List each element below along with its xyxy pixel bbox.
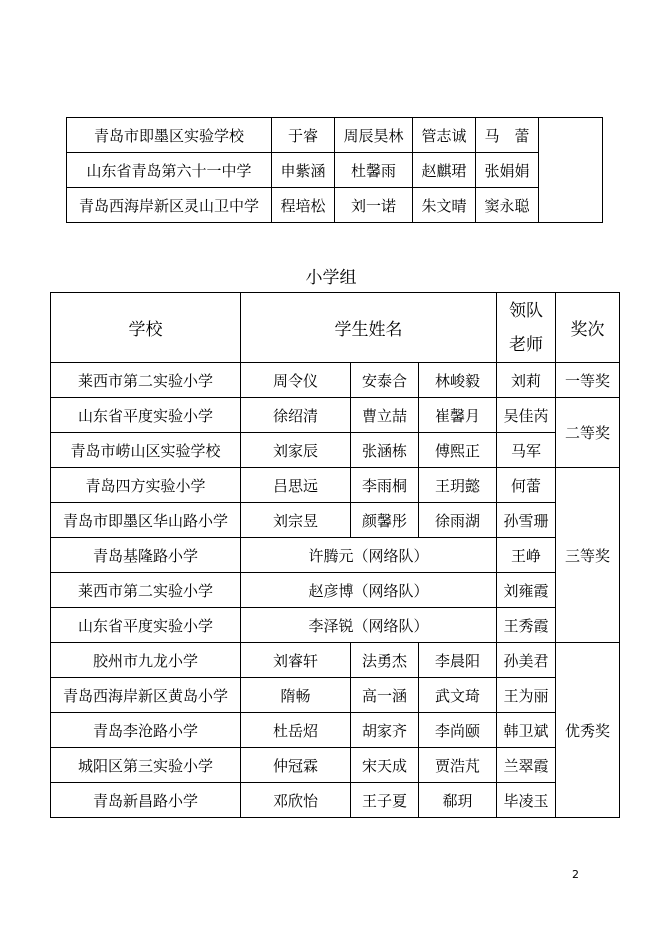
student-cell: 赵麒珺 — [413, 153, 476, 188]
header-school: 学校 — [51, 293, 241, 363]
student-cell: 张涵栋 — [351, 433, 419, 468]
teacher-cell: 王峥 — [497, 538, 556, 573]
student-cell: 崔馨月 — [419, 398, 497, 433]
student-cell: 武文琦 — [419, 678, 497, 713]
student-cell: 刘家辰 — [241, 433, 351, 468]
student-cell: 杜馨雨 — [335, 153, 413, 188]
student-cell: 法勇杰 — [351, 643, 419, 678]
school-cell: 青岛西海岸新区黄岛小学 — [51, 678, 241, 713]
student-cell: 曹立喆 — [351, 398, 419, 433]
header-leader — [497, 293, 556, 363]
table-row — [51, 713, 620, 748]
school-cell: 青岛市崂山区实验学校 — [51, 433, 241, 468]
student-cell: 徐绍清 — [241, 398, 351, 433]
student-cell: 王玥懿 — [419, 468, 497, 503]
school-cell: 青岛市即墨区实验学校 — [67, 118, 272, 153]
table-row — [51, 433, 620, 468]
award-excellent: 优秀奖 — [556, 643, 620, 818]
teacher-cell: 王秀霞 — [497, 608, 556, 643]
student-cell: 贾浩芃 — [419, 748, 497, 783]
award-cell — [539, 118, 603, 223]
student-cell: 林峻毅 — [419, 363, 497, 398]
group-title: 小学组 — [305, 268, 357, 288]
student-cell: 管志诚 — [413, 118, 476, 153]
table-row — [67, 153, 603, 188]
teacher-cell: 韩卫斌 — [497, 713, 556, 748]
teacher-cell: 王为丽 — [497, 678, 556, 713]
table-row — [67, 118, 603, 153]
school-cell: 青岛新昌路小学 — [51, 783, 241, 818]
team-cell: 许腾元（网络队） — [241, 538, 497, 573]
student-cell: 李雨桐 — [351, 468, 419, 503]
primary-school-table — [50, 292, 620, 818]
student-cell: 李尚颐 — [419, 713, 497, 748]
school-cell: 莱西市第二实验小学 — [51, 363, 241, 398]
school-cell: 青岛李沧路小学 — [51, 713, 241, 748]
award-second: 二等奖 — [556, 398, 620, 468]
table-row — [51, 643, 620, 678]
student-cell: 王子夏 — [351, 783, 419, 818]
table-row — [51, 468, 620, 503]
student-cell: 刘一诺 — [335, 188, 413, 223]
teacher-cell: 马 蕾 — [476, 118, 539, 153]
teacher-cell: 刘莉 — [497, 363, 556, 398]
school-cell: 山东省平度实验小学 — [51, 608, 241, 643]
table-row — [51, 678, 620, 713]
student-cell: 宋天成 — [351, 748, 419, 783]
table-row — [51, 608, 620, 643]
student-cell: 邓欣怡 — [241, 783, 351, 818]
table-row — [51, 503, 620, 538]
student-cell: 周辰昊林 — [335, 118, 413, 153]
table-row — [51, 398, 620, 433]
school-cell: 城阳区第三实验小学 — [51, 748, 241, 783]
school-cell: 青岛四方实验小学 — [51, 468, 241, 503]
teacher-cell: 毕凌玉 — [497, 783, 556, 818]
header-students: 学生姓名 — [241, 293, 497, 363]
teacher-cell: 吴佳芮 — [497, 398, 556, 433]
page-number: 2 — [572, 868, 579, 881]
table-row — [67, 188, 603, 223]
teacher-cell: 窦永聪 — [476, 188, 539, 223]
school-cell: 胶州市九龙小学 — [51, 643, 241, 678]
award-first: 一等奖 — [556, 363, 620, 398]
student-cell: 吕思远 — [241, 468, 351, 503]
student-cell: 安泰合 — [351, 363, 419, 398]
student-cell: 李晨阳 — [419, 643, 497, 678]
school-cell: 山东省平度实验小学 — [51, 398, 241, 433]
teacher-cell: 马军 — [497, 433, 556, 468]
student-cell: 申紫涵 — [272, 153, 335, 188]
student-cell: 仲冠霖 — [241, 748, 351, 783]
student-cell: 于睿 — [272, 118, 335, 153]
teacher-cell: 刘雍霞 — [497, 573, 556, 608]
table-row — [51, 573, 620, 608]
table-row — [51, 783, 620, 818]
student-cell: 徐雨湖 — [419, 503, 497, 538]
header-leader-line1: 领队 — [509, 300, 543, 321]
table-row — [51, 538, 620, 573]
student-cell: 杜岳炤 — [241, 713, 351, 748]
student-cell: 周令仪 — [241, 363, 351, 398]
student-cell: 隋畅 — [241, 678, 351, 713]
table-row — [51, 748, 620, 783]
student-cell: 程培松 — [272, 188, 335, 223]
header-award: 奖次 — [556, 293, 620, 363]
student-cell: 高一涵 — [351, 678, 419, 713]
table-row — [51, 363, 620, 398]
student-cell: 郗玥 — [419, 783, 497, 818]
school-cell: 青岛基隆路小学 — [51, 538, 241, 573]
student-cell: 颜馨彤 — [351, 503, 419, 538]
student-cell: 胡家齐 — [351, 713, 419, 748]
school-cell: 青岛西海岸新区灵山卫中学 — [67, 188, 272, 223]
header-leader-line2: 老师 — [509, 334, 543, 355]
teacher-cell: 张娟娟 — [476, 153, 539, 188]
school-cell: 青岛市即墨区华山路小学 — [51, 503, 241, 538]
middle-school-table-continued — [66, 117, 603, 223]
school-cell: 莱西市第二实验小学 — [51, 573, 241, 608]
teacher-cell: 何蕾 — [497, 468, 556, 503]
table-header-row — [51, 293, 620, 363]
student-cell: 刘睿轩 — [241, 643, 351, 678]
student-cell: 傅熙正 — [419, 433, 497, 468]
team-cell: 李泽锐（网络队） — [241, 608, 497, 643]
student-cell: 朱文晴 — [413, 188, 476, 223]
team-cell: 赵彦博（网络队） — [241, 573, 497, 608]
award-third: 三等奖 — [556, 468, 620, 643]
school-cell: 山东省青岛第六十一中学 — [67, 153, 272, 188]
teacher-cell: 兰翠霞 — [497, 748, 556, 783]
student-cell: 刘宗昱 — [241, 503, 351, 538]
teacher-cell: 孙雪珊 — [497, 503, 556, 538]
teacher-cell: 孙美君 — [497, 643, 556, 678]
